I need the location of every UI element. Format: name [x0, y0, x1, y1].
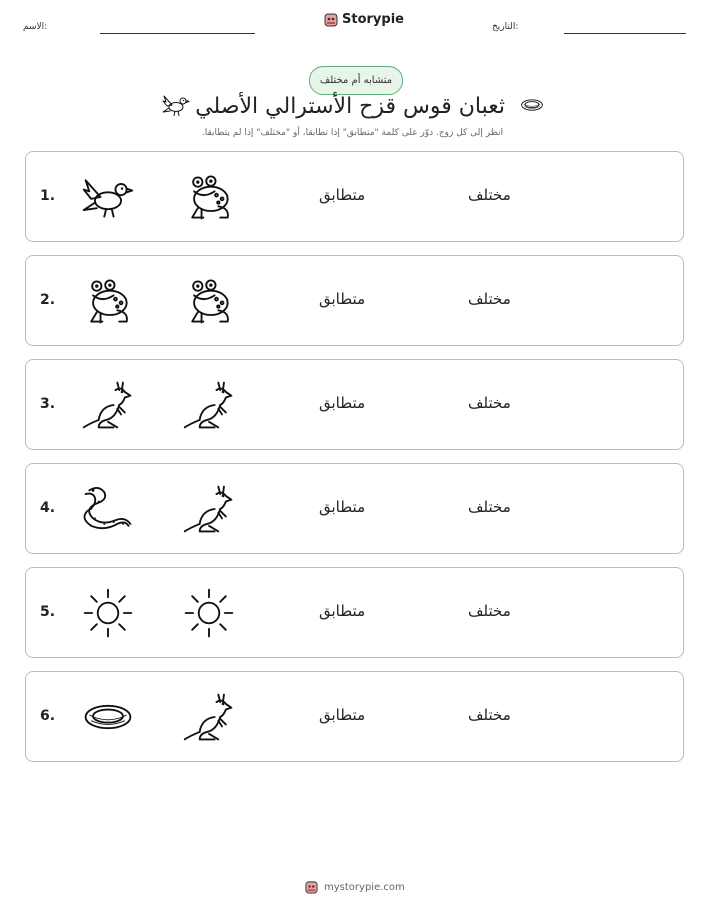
bird-icon [80, 169, 136, 225]
nest-icon [515, 92, 549, 118]
different-option[interactable]: مختلف [468, 498, 511, 516]
kangaroo-icon [80, 377, 136, 433]
kangaroo-icon [181, 377, 237, 433]
different-option[interactable]: مختلف [468, 394, 511, 412]
storypie-logo-icon [324, 12, 338, 27]
row-number: 4. [40, 500, 56, 516]
frog-icon [181, 273, 237, 329]
name-line[interactable] [100, 33, 255, 34]
sun-icon [181, 585, 237, 641]
row-number: 3. [40, 396, 56, 412]
footer-url[interactable]: mystorypie.com [324, 881, 405, 893]
row-number: 5. [40, 604, 56, 620]
exercise-row [25, 359, 684, 450]
sun-icon [80, 585, 136, 641]
instructions: انظر إلى كل زوج. دوّر على كلمة "متطابق" إذا تطابقا، أو "مختلف" إذا لم يتطابقا. [201, 128, 504, 138]
worksheet-title: ثعبان قوس قزح الأسترالي الأصلي [195, 94, 505, 119]
brand-name: Storypie [342, 12, 404, 27]
footer [305, 880, 405, 894]
worksheet-type-badge: متشابه أم مختلف [309, 66, 403, 95]
kangaroo-icon [181, 481, 237, 537]
same-option[interactable]: متطابق [319, 290, 366, 308]
bird-icon [161, 90, 191, 120]
brand [324, 12, 404, 27]
row-number: 6. [40, 708, 56, 724]
name-label: الاسم: [23, 22, 48, 32]
same-option[interactable]: متطابق [319, 602, 366, 620]
different-option[interactable]: مختلف [468, 602, 511, 620]
kangaroo-icon [181, 689, 237, 745]
row-number: 2. [40, 292, 56, 308]
date-line[interactable] [564, 33, 686, 34]
same-option[interactable]: متطابق [319, 706, 366, 724]
exercise-row [25, 463, 684, 554]
frog-icon [80, 273, 136, 329]
same-option[interactable]: متطابق [319, 498, 366, 516]
different-option[interactable]: مختلف [468, 186, 511, 204]
same-option[interactable]: متطابق [319, 394, 366, 412]
date-label: التاريخ: [492, 22, 519, 32]
snake-icon [80, 481, 136, 537]
same-option[interactable]: متطابق [319, 186, 366, 204]
exercise-row [25, 567, 684, 658]
nest-icon [80, 689, 136, 745]
different-option[interactable]: مختلف [468, 706, 511, 724]
different-option[interactable]: مختلف [468, 290, 511, 308]
row-number: 1. [40, 188, 56, 204]
exercise-row [25, 151, 684, 242]
storypie-logo-icon [305, 880, 318, 894]
exercise-row [25, 255, 684, 346]
frog-icon [181, 169, 237, 225]
exercise-row [25, 671, 684, 762]
